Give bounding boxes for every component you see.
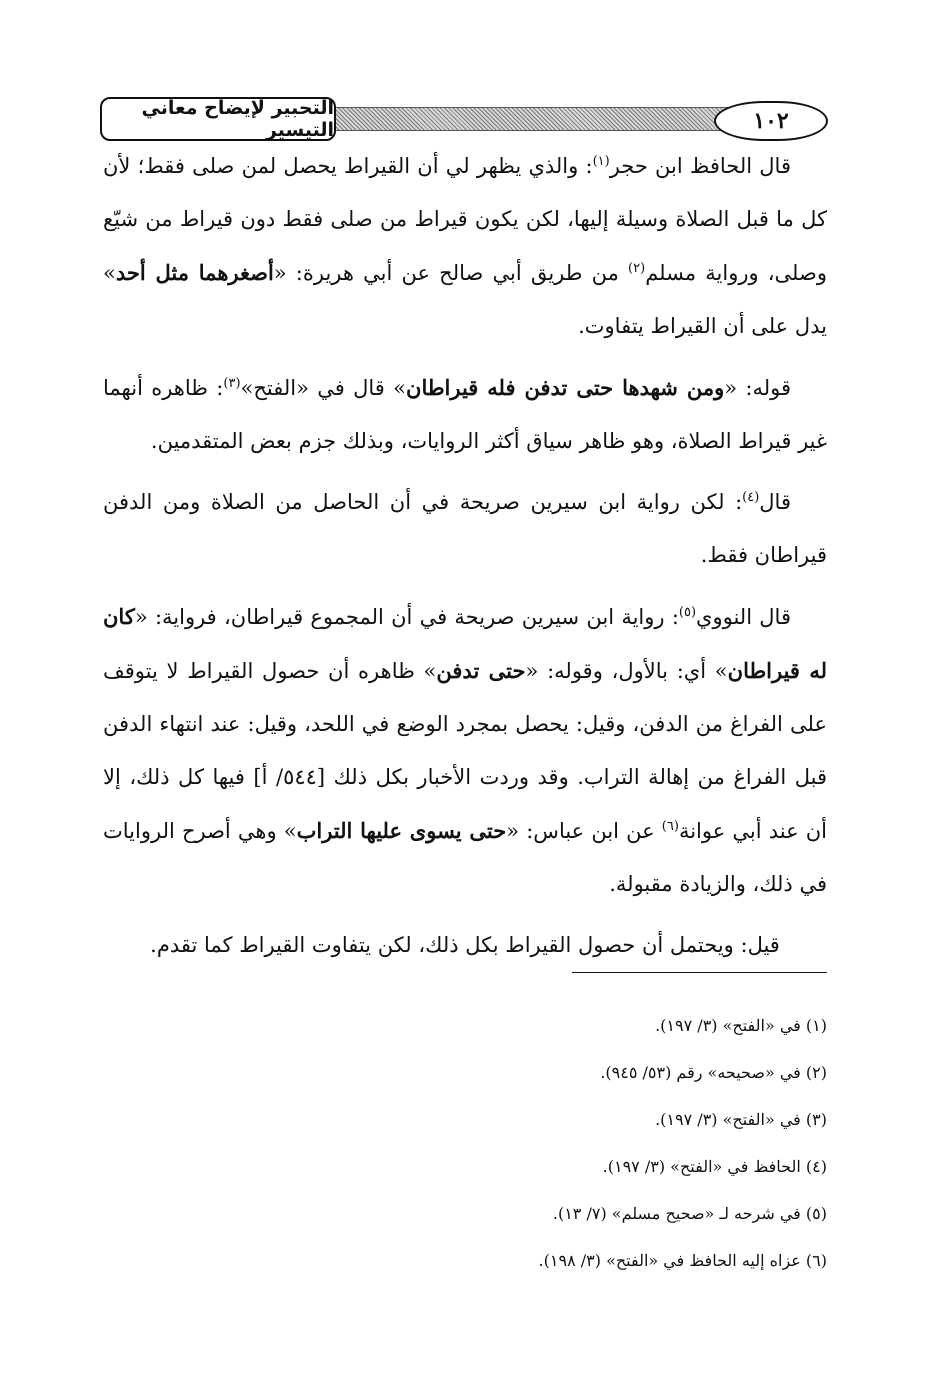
- footnote-item: (٤) الحافظ في «الفتح» (٣/ ١٩٧).: [602, 1157, 827, 1176]
- header-decorative-bar: [330, 107, 728, 131]
- hadith-quote: حتى تدفن: [436, 658, 526, 683]
- footnote-item: (٢) في «صحيحه» رقم (٥٣/ ٩٤٥).: [600, 1063, 827, 1082]
- page-number: ١٠٢: [714, 101, 828, 141]
- paragraph: [103, 590, 827, 911]
- footnote-reference[interactable]: (٣): [223, 376, 241, 391]
- hadith-quote: حتى يسوى عليها التراب: [296, 818, 507, 843]
- paragraph: [103, 361, 827, 468]
- text-segment: » يدل على أن القيراط يتفاوت.: [103, 261, 827, 338]
- paragraph: [103, 476, 827, 582]
- footnote-reference[interactable]: (٥): [678, 605, 697, 620]
- text-segment: » قال في «الفتح»: [240, 376, 407, 400]
- text-segment: قال: [759, 490, 791, 514]
- text-segment: قال الحافظ ابن حجر: [609, 154, 791, 178]
- footnote-item: (٦) عزاه إليه الحافظ في «الفتح» (٣/ ١٩٨).: [538, 1251, 827, 1270]
- text-segment: : رواية ابن سيرين صريحة في أن المجموع قيراطان، فرواية: «: [134, 605, 679, 629]
- footnotes: [300, 1002, 827, 1284]
- footnote-item: (٣) في «الفتح» (٣/ ١٩٧).: [655, 1110, 827, 1129]
- hadith-quote: كان له قيراطان: [103, 604, 827, 683]
- text-segment: » ظاهره أن حصول القيراط لا يتوقف على الفراغ من الدفن، وقيل: يحصل بمجرد الوضع في اللحد، وقيل: عند انتهاء الدفن قبل الفراغ من إهالة التراب. وقد وردت الأخبار بكل ذلك [٥٤٤/ أ] فيها كل ذلك، إلا أن عند أبي عوانة: [103, 659, 827, 843]
- text-segment: قال النووي: [696, 605, 791, 629]
- text-segment: : والذي يظهر لي أن القيراط يحصل لمن صلى فقط؛ لأن كل ما قبل الصلاة وسيلة إليها، لكن يكون قيراط من صلى فقط دون قيراط من شيّع وصلى، ورواية مسلم: [103, 154, 827, 285]
- text-segment: : ظاهره أنهما غير قيراط الصلاة، وهو ظاهر سياق أكثر الروايات، وبذلك جزم بعض المتقدمين.: [103, 376, 827, 453]
- text-segment: » وهي أصرح الروايات في ذلك، والزيادة مقبولة.: [103, 819, 827, 896]
- text-segment: عن ابن عباس: «: [506, 819, 662, 843]
- footnote-item: (١) في «الفتح» (٣/ ١٩٧).: [655, 1016, 827, 1035]
- text-segment: » أي: بالأول، وقوله: «: [525, 659, 728, 683]
- footnote-separator: [572, 972, 827, 973]
- paragraph: [103, 140, 827, 353]
- footnote-reference[interactable]: (٢): [628, 261, 646, 276]
- footnote-reference[interactable]: (١): [592, 154, 610, 169]
- hadith-quote: أصغرهما مثل أحد: [115, 260, 274, 285]
- paragraph: [103, 919, 827, 972]
- footnote-item: (٥) في شرحه لـ «صحيح مسلم» (٧/ ١٣).: [552, 1204, 827, 1223]
- text-segment: من طريق أبي صالح عن أبي هريرة: «: [273, 261, 629, 285]
- main-text: [103, 140, 827, 980]
- page-header: [100, 97, 828, 145]
- text-segment: قيل: ويحتمل أن حصول القيراط بكل ذلك، لكن يتفاوت القيراط كما تقدم.: [150, 933, 780, 957]
- footnote-reference[interactable]: (٦): [661, 819, 679, 834]
- text-segment: قوله: «: [724, 376, 792, 400]
- text-segment: : لكن رواية ابن سيرين صريحة في أن الحاصل من الصلاة ومن الدفن قيراطان فقط.: [103, 490, 827, 567]
- footnote-reference[interactable]: (٤): [742, 490, 760, 505]
- book-title: التحبير لإيضاح معاني التيسير: [100, 97, 336, 141]
- hadith-quote: ومن شهدها حتى تدفن فله قيراطان: [406, 375, 725, 400]
